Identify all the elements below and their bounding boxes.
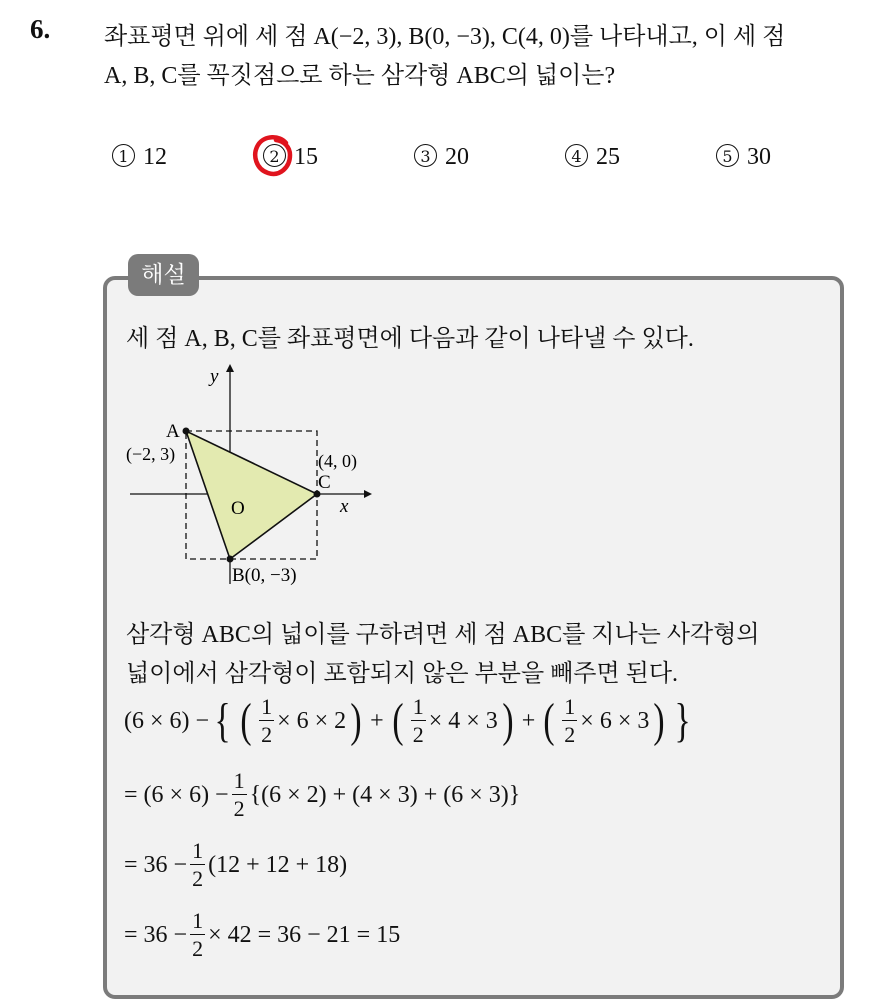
choice-1[interactable] (112, 144, 167, 171)
choice-1-symbol: 1 (112, 144, 135, 167)
choice-5-value: 30 (747, 144, 771, 170)
point-c-coord: (4, 0) (318, 451, 357, 471)
eq3-term: = 36 − (124, 851, 188, 878)
choice-4-value: 25 (596, 144, 620, 170)
point-a-coord: (−2, 3) (126, 444, 176, 464)
eq1-brace-close: } (674, 694, 691, 747)
choice-2-symbol: 2 (263, 144, 286, 167)
question-number: 6. (30, 14, 51, 44)
eq1-paren-close-2: ) (502, 694, 514, 747)
eq1-term-b: × 6 × 2 (277, 707, 347, 734)
fraction-half: $\frac{1}{2}$ (564, 694, 576, 747)
equation-line-3 (124, 840, 347, 890)
choice-2-value: 15 (294, 144, 318, 170)
choice-3-value: 20 (445, 144, 469, 170)
triangle-abc (186, 431, 317, 559)
eq1-paren-open-2: ( (392, 694, 404, 747)
fraction-half: $\frac{1}{2}$ (192, 838, 204, 891)
eq1-paren-close-3: ) (653, 694, 665, 747)
eq1-plus-2: + (521, 707, 536, 734)
eq1-paren-open-1: ( (240, 694, 252, 747)
eq1-term-f: × 6 × 3 (580, 707, 650, 734)
eq1-plus-1: + (370, 707, 384, 734)
choice-5[interactable] (716, 144, 771, 171)
choice-4-symbol: 4 (565, 144, 588, 167)
question-text-line1: 좌표평면 위에 세 점 A(−2, 3), B(0, −3), C(4, 0)를 나타내고, 이 세 점 (104, 24, 786, 50)
coordinate-diagram (118, 360, 378, 590)
answer-mark-icon (250, 131, 294, 179)
eq1-term-d: × 4 × 3 (428, 707, 498, 734)
equation-line-1 (124, 696, 696, 746)
choice-1-value: 12 (143, 144, 167, 170)
eq2-term: = (6 × 6) − (124, 781, 229, 808)
choice-3[interactable] (414, 144, 469, 171)
eq2-term-b: {(6 × 2) + (4 × 3) + (6 × 3)} (249, 781, 521, 808)
solution-tag: 해설 (128, 254, 199, 296)
eq3-term-b: (12 + 12 + 18) (208, 851, 348, 878)
fraction-half: $\frac{1}{2}$ (192, 908, 204, 961)
eq4-term-b: × 42 = 36 − 21 = 15 (208, 921, 401, 948)
question-text-line2: A, B, C를 꼭짓점으로 하는 삼각형 ABC의 넓이는? (104, 63, 616, 89)
equation-line-4 (124, 910, 400, 960)
choice-3-symbol: 3 (414, 144, 437, 167)
point-a (183, 428, 190, 435)
eq1-paren-open-3: ( (543, 694, 555, 747)
fraction-half: $\frac{1}{2}$ (233, 768, 245, 821)
x-axis-arrow-icon (364, 490, 372, 498)
point-a-label: A (166, 421, 180, 442)
solution-para1: 삼각형 ABC의 넓이를 구하려면 세 점 ABC를 지나는 사각형의 (126, 622, 760, 648)
choice-4[interactable] (565, 144, 620, 171)
eq4-term: = 36 − (124, 921, 188, 948)
equation-line-2 (124, 770, 520, 820)
point-c-label: C (318, 472, 331, 493)
choice-5-symbol: 5 (716, 144, 739, 167)
point-b-label: B(0, −3) (232, 565, 297, 586)
x-axis-label: x (340, 496, 349, 517)
fraction-half: $\frac{1}{2}$ (261, 694, 273, 747)
origin-label: O (231, 498, 245, 519)
eq1-term: (6 × 6) − (124, 707, 210, 734)
y-axis-arrow-icon (226, 364, 234, 372)
solution-para2: 넓이에서 삼각형이 포함되지 않은 부분을 빼주면 된다. (126, 661, 679, 687)
fraction-half: $\frac{1}{2}$ (412, 694, 424, 747)
eq1-paren-close-1: ) (350, 694, 362, 747)
eq1-brace-open: { (214, 694, 231, 747)
solution-intro: 세 점 A, B, C를 좌표평면에 다음과 같이 나타낼 수 있다. (126, 326, 694, 352)
y-axis-label: y (210, 366, 219, 387)
point-b (227, 556, 234, 563)
